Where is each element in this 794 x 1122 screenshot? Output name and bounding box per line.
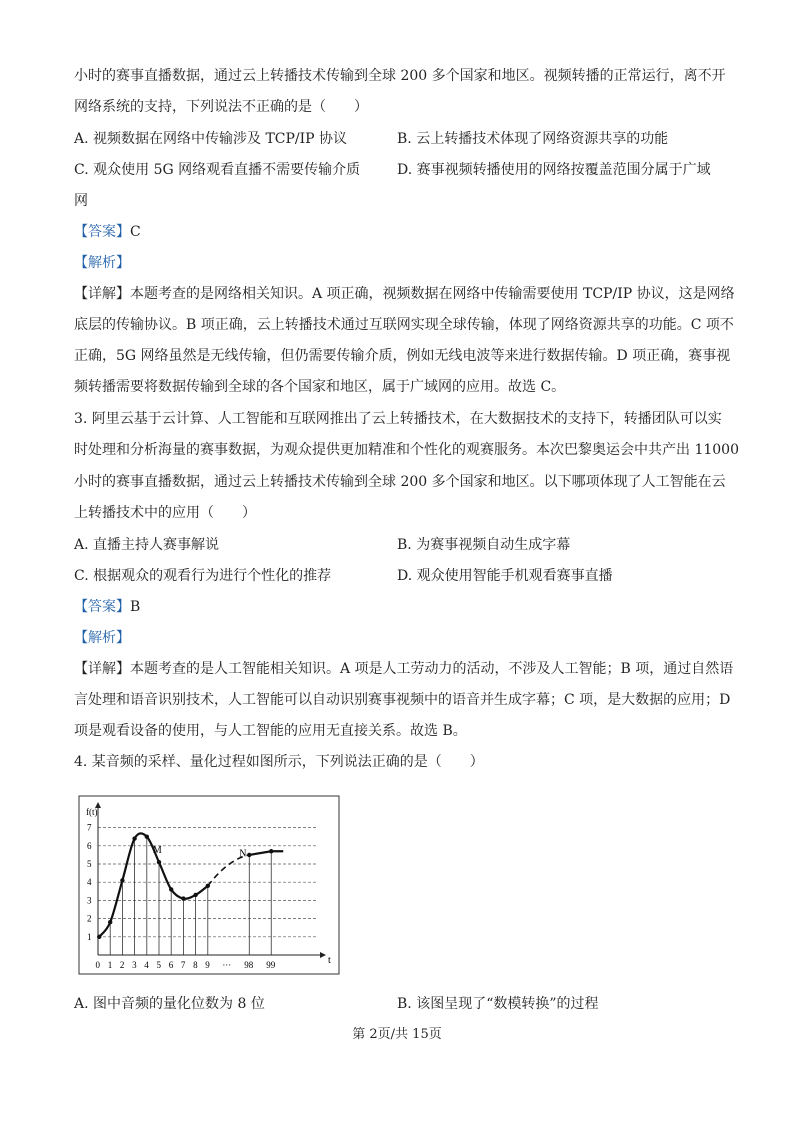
answer-value: B	[130, 599, 141, 615]
q3-answer	[74, 597, 140, 617]
x-tick-label: 8	[193, 960, 198, 970]
answer-tag: 【答案】	[74, 599, 130, 615]
annotation-m: M	[152, 845, 162, 857]
x-tick-label: 7	[180, 960, 186, 970]
q3-stem-line-1: 3. 阿里云基于云计算、人工智能和互联网推出了云上转播技术，在大数据技术的支持下，转播团队可以实	[74, 411, 722, 427]
q3-stem-line-3: 小时的赛事直播数据，通过云上转播技术传输到全球 200 多个国家和地区。以下哪项体现了人工智能在云	[74, 474, 726, 490]
q2-analysis-tag: 【解析】	[74, 255, 130, 271]
x-tick-label: ···	[222, 960, 232, 970]
q2-option-d: D. 赛事视频转播使用的网络按覆盖范围分属于广域	[397, 162, 711, 178]
page-footer: 第 2页/共 15页	[352, 1027, 442, 1042]
sample-point	[193, 893, 197, 897]
x-tick-label: 99	[266, 960, 276, 970]
y-tick-label: 1	[87, 931, 92, 942]
x-tick-label: 1	[107, 960, 113, 970]
sample-point	[206, 884, 210, 888]
q2-detail-line-3: 正确，5G 网络虽然是无线传输，但仍需要传输介质，例如无线电波等来进行数据传输。D 项正确，赛事视	[74, 348, 731, 364]
y-axis-label: f(t)	[86, 807, 98, 817]
annotation-n: N	[239, 848, 247, 860]
answer-value: C	[130, 224, 141, 240]
x-tick-label: 2	[119, 960, 125, 970]
x-tick-label: 3	[132, 960, 137, 970]
sample-point	[108, 920, 112, 924]
x-tick-label: 9	[205, 960, 210, 970]
x-tick-label: 5	[156, 960, 161, 970]
sample-point	[247, 853, 251, 857]
sample-point	[169, 887, 173, 891]
y-tick-label: 5	[87, 859, 92, 869]
q3-option-d: D. 观众使用智能手机观看赛事直播	[397, 568, 613, 584]
q4-stem: 4. 某音频的采样、量化过程如图所示，下列说法正确的是（ ）	[74, 754, 484, 770]
sampling-chart	[78, 795, 340, 975]
q4-option-b: B. 该图呈现了“数模转换”的过程	[397, 996, 599, 1012]
sample-point	[97, 935, 101, 939]
q4-option-a: A. 图中音频的量化位数为 8 位	[74, 996, 265, 1012]
q3-detail-line-2: 言处理和语音识别技术，人工智能可以自动识别赛事视频中的语音并生成字幕；C 项，是大数据的应用；D	[74, 692, 731, 708]
q3-stem-line-4: 上转播技术中的应用（ ）	[74, 505, 256, 521]
q2-option-d-continued: 网	[74, 193, 88, 209]
q2-option-a: A. 视频数据在网络中传输涉及 TCP/IP 协议	[74, 131, 348, 147]
q3-detail-line-3: 项是观看设备的使用，与人工智能的应用无直接关系。故选 B。	[74, 723, 467, 739]
q3-option-b: B. 为赛事视频自动生成字幕	[397, 537, 571, 553]
sample-point	[157, 860, 161, 864]
detail-text: 本题考查的是网络相关知识。A 项正确，视频数据在网络中传输需要使用 TCP/IP 协议，这是网络	[130, 286, 735, 302]
x-axis-label: t	[328, 955, 331, 966]
q2-stem-line-1: 小时的赛事直播数据，通过云上转播技术传输到全球 200 多个国家和地区。视频转播的正常运行，离不开	[74, 68, 726, 84]
q2-option-b: B. 云上转播技术体现了网络资源共享的功能	[397, 131, 669, 147]
q2-detail-line-1	[74, 284, 735, 304]
y-tick-label: 3	[87, 895, 92, 906]
detail-tag: 【详解】	[74, 286, 130, 302]
q3-option-c: C. 根据观众的观看行为进行个性化的推荐	[74, 568, 332, 584]
x-tick-label: 6	[168, 960, 174, 970]
sample-point	[181, 896, 185, 900]
x-tick-label: 4	[144, 960, 149, 970]
q2-detail-line-4: 频转播需要将数据传输到全球的各个国家和地区，属于广域网的应用。故选 C。	[74, 379, 566, 395]
q2-detail-line-2: 底层的传输协议。B 项正确，云上转播技术通过互联网实现全球传输，体现了网络资源共享的功能。C 项不	[74, 317, 734, 333]
x-tick-label: 98	[244, 960, 254, 970]
y-tick-label: 2	[87, 913, 92, 924]
y-tick-label: 7	[87, 822, 92, 833]
x-tick-label: 0	[95, 960, 100, 970]
y-tick-label: 6	[87, 840, 92, 851]
q3-detail-line-1	[74, 659, 733, 679]
y-tick-label: 4	[87, 877, 92, 888]
q2-answer	[74, 222, 141, 242]
detail-tag: 【详解】	[74, 661, 130, 677]
sample-point	[132, 836, 136, 840]
sample-point	[120, 878, 124, 882]
q3-stem-line-2: 时处理和分析海量的赛事数据，为观众提供更加精准和个性化的观赛服务。本次巴黎奥运会中共产出 11000	[74, 442, 739, 458]
detail-text: 本题考查的是人工智能相关知识。A 项是人工劳动力的活动，不涉及人工智能；B 项，通过自然语	[130, 661, 734, 677]
q2-stem-line-2: 网络系统的支持，下列说法不正确的是（ ）	[74, 99, 368, 115]
sample-point	[145, 835, 149, 839]
q3-option-a: A. 直播主持人赛事解说	[74, 537, 220, 553]
q3-analysis-tag: 【解析】	[74, 630, 130, 646]
q2-option-c: C. 观众使用 5G 网络观看直播不需要传输介质	[74, 162, 361, 178]
answer-tag: 【答案】	[74, 224, 130, 240]
sample-point	[269, 849, 273, 853]
